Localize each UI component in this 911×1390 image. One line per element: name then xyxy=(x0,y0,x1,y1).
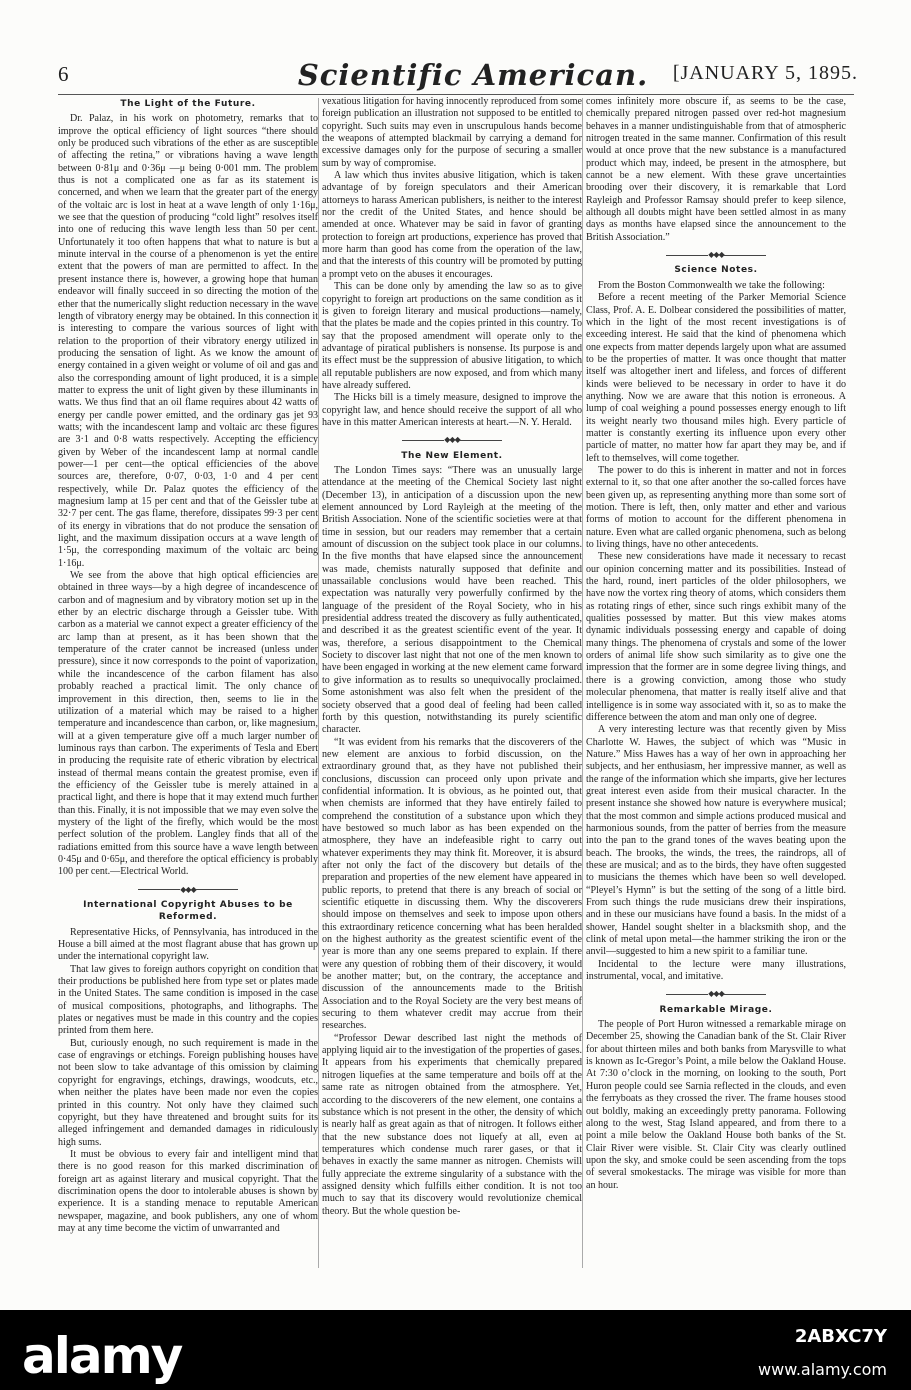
watermark-url: www.alamy.com xyxy=(758,1360,887,1379)
column-separator xyxy=(318,98,319,1268)
image-id: 2ABXC7Y xyxy=(794,1326,887,1347)
article-title-science-notes: Science Notes. xyxy=(674,265,758,276)
paragraph: Representative Hicks, of Pennsylvania, has introduced in the House a bill aimed at the most flagrant abuse that has grown up under the international copyright law. xyxy=(58,926,318,963)
article-title-light-future: The Light of the Future. xyxy=(120,99,256,109)
column-separator xyxy=(582,98,583,1268)
column-3 xyxy=(586,96,846,1286)
paragraph: comes infinitely more obscure if, as seems to be the case, chemically prepared nitrogen passed over red-hot magnesium behaves in a manner undistinguishable from that of atmospheric nitrogen treated in the same manner. Confirmation of this result would at once prove that the new substance is a manufactured product which may, indeed, be present in the atmosphere, but cannot be a new element. With these grave uncertainties brooding over their discovery, it is remarkable that Lord Rayleigh and Professor Ramsay should prefer to keep silence, although all doubts might have been settled almost in as many days as months have elapsed since the announcement to the British Association.” xyxy=(586,96,846,243)
paragraph: The people of Port Huron witnessed a remarkable mirage on December 25, showing the Canadian bank of the St. Clair River for about thirteen miles and both banks from Marysville to what is known as Ic-Gregor’s Point, a mile below the Oakland House. At 7:30 o’clock in the morning, on looking to the south, Port Huron people could see Sarnia reflected in the clouds, and even the ferryboats as they crossed the river. The frame houses stood out boldly, making an exceedingly pretty panorama. Following along to the west, Stag Island appeared, and from there to a point a mile below the Oakland House both banks of the St. Clair River were visible. St. Clair City was clearly outlined upon the sky, and smoke could be seen ascending from the tops of several smokestacks. The mirage was visible for more than an hour. xyxy=(586,1019,846,1191)
paragraph: From the Boston Commonwealth we take the following: xyxy=(598,279,825,291)
article-title-mirage: Remarkable Mirage. xyxy=(659,1004,773,1015)
paragraph: We see from the above that high optical efficiencies are obtained in three ways—by a high degree of incandescence of carbon and of magnesium and by vibratory motion set up in the ether by an electric discharge through a Geissler tube. With carbon as a material we cannot expect a greater efficiency of the arc lamp than at present, as it has been shown that the temperature of the crater cannot be increased (unless under pressure), since it now corresponds to the point of vaporization, while the incandescence of the carbon filament has also probably reached a practical limit. The only chance of improvement in this direction, then, seems to lie in the utilization of a material which may be raised to a higher temperature and incandescence than carbon, or, like magnesium, will at a given temperature give off a much larger number of luminous rays than carbon. The experiments of Tesla and Ebert in producing the requisite rate of etheric vibration by electrical instead of thermal means contain the greatest promise, even if the efficiency of the Geissler tube is merely attained in a practical light, and there is hope that it may extend much further than this. Finally, it is not impossible that we may even solve the mystery of the light of the firefly, which would be the most perfect solution of the problem. Langley finds that all of the radiations emitted from this source have a wave length between 0·45μ and 0·65μ, and therefore the optical efficiency is probably 100 per cent.—Electrical World. xyxy=(58,570,318,878)
paragraph: These new considerations have made it necessary to recast our opinion concerning matter and its possibilities. Instead of the hard, round, inert particles of the older philosophers, we have now the vortex ring theory of atoms, which considers them as rotating rings of ether, since such rings exhibit many of the qualities possessed by matter. But this view makes atoms dynamic individuals possessing energy and capable of doing many things. The phenomena of crystals and some of the lower orders of animal life show such similarity as to give one the impression that the former are in some degree living things, and there is a growing conviction, among those who study molecular phenomena, that matter is really itself alive and that intelligence is in some way associated with it, so as to make the difference between the atom and man only one of degree. xyxy=(586,551,846,723)
masthead-rule xyxy=(58,94,854,95)
page-number: 6 xyxy=(58,62,69,86)
paragraph: A law which thus invites abusive litigation, which is taken advantage of by foreign speculators and their American attorneys to harass American publishers, is neither to the interest nor the credit of the United States, and hence should be amended at once. Whatever may be said in favor of granting protection to foreign art productions, experience has proved that more harm than good has come from the operation of the law, and that the interests of this country will be promoted by putting a prompt veto on the abuses it encourages. xyxy=(322,170,582,280)
paragraph: It must be obvious to every fair and intelligent mind that there is no good reason for this marked discrimination of foreign art as against literary and musical copyright. That the discrimination opens the door to intolerable abuses is shown by experience. It is a standing menace to reputable American newspaper, magazine, and book publishers, any one of whom may at any time become the victim of unwarranted and xyxy=(58,1148,318,1234)
paragraph: This can be done only by amending the law so as to give copyright to foreign art productions on the same condition as it is given to foreign literary and musical productions—namely, that the plates be made and the copies printed in this country. To say that the proposed amendment will operate only to the advantage of piratical publishers is nonsense. Its purpose is and its effect must be the suppression of abusive litigation, to which all reputable publishers are now exposed, and from which many have already suffered. xyxy=(322,281,582,391)
journal-title: Scientific American. xyxy=(297,58,649,92)
paragraph: Dr. Palaz, in his work on photometry, remarks that to improve the optical efficiency of light sources “there should only be produced such vibrations of the ether as are susceptible of affecting the retina,” or vibrations having a wave length between 0·81μ and 0·36μ —μ being 0·001 mm. The problem thus is not a complicated one as far as its statement is concerned, and when we learn that the greater part of the energy of the voltaic arc is lost in heat at a wave length of only 1·16μ, we see that the question of producing “cold light” resolves itself into one of reducing this wave length less than 50 per cent. Unfortunately it too often happens that what to nature is but a minute interval in the course of a phenomenon is yet the entire extent that the powers of man are permitted to affect. In the present instance there is, however, a growing hope that human endeavor will finally succeed in so directing the motion of the ether that the numerically slight reduction necessary in the wave length of vibratory energy may be obtained. In this connection it is interesting to compare the various sources of light with relation to the proportion of their vibratory energy utilized in producing the sensation of light. As we know the amount of energy contained in a given weight or volume of oil and gas and also the corresponding amount of light produced, it is a simple matter to express the unit of light given by these illuminants in watts. We thus find that an oil flame requires about 42 watts of energy per candle power emitted, and the ordinary gas jet 93 watts; with the incandescent lamp and voltaic arc these figures are 3·1 and 0·8 watts respectively. Accepting the efficiency given by Weber of the incandescent lamp at normal candle power—1 per cent—the optical efficiencies of the above sources are, therefore, 0·07, 0·03, 1·0 and 4 per cent respectively, while Dr. Palaz quotes the efficiency of the magnesium lamp at 15 per cent and that of the Geissler tube at 32·7 per cent. The gas flame, therefore, dissipates 99·3 per cent of its energy in vibrations that do not produce the sensation of light, and the maximum dissipation occurs at a wave length of 1·5μ, the corresponding maximum of the voltaic arc being 1·16μ. xyxy=(58,113,318,569)
alamy-logo: alamy xyxy=(22,1327,182,1385)
section-divider: ◆◆◆ xyxy=(58,884,318,896)
paragraph: A very interesting lecture was that recently given by Miss Charlotte W. Hawes, the subject of which was “Music in Nature.” Miss Hawes has a way of her own in approaching her subjects, and her enthusiasm, her impressive manner, as well as the range of the information which she imparts, give her lectures great interest even aside from their musical character. In the present instance she showed how nature is everywhere musical; that the most common and simple actions produced musical and harmonious sounds, from the patter of berries from the measure into the pan to the grand tones of the waves beating upon the beach. The brooks, the winds, the trees, the raindrops, all of these are musical; and as to the birds, they have often suggested to musicians the themes which have been so well developed. “Pleyel’s Hymn” is but the setting of the song of a little bird. From such things the rude musicians drew their inspirations, and in these our musicians have found a basis. In the midst of a shower, Handel sought shelter in a blacksmith shop, and the clink of metal upon metal—the hammer striking the iron or the anvil—suggested to him a new spirit to a familiar tune. xyxy=(586,724,846,958)
paragraph: The power to do this is inherent in matter and not in forces external to it, so that one after another the so-called forces have been given up, as representing anything more than some sort of motion. There is left, then, only matter and ether and various forms of motion to account for the different phenomena in nature. Even what are called organic phenomena, such as belong to living things, have no other antecedents. xyxy=(586,464,846,551)
section-divider: ◆◆◆ xyxy=(586,249,846,261)
column-1 xyxy=(58,96,318,1286)
article-title-copyright: International Copyright Abuses to be Reformed. xyxy=(83,900,293,923)
paragraph: The Hicks bill is a timely measure, designed to improve the copyright law, and hence should receive the support of all who have in this matter American interests at heart.—N. Y. Herald. xyxy=(322,392,582,428)
masthead xyxy=(58,58,858,98)
paragraph: Before a recent meeting of the Parker Memorial Science Class, Prof. A. E. Dolbear considered the possibilities of matter, which in the light of the most recent investigations is of exceeding interest. He said that the kind of phenomena which one expects from matter depends largely upon what are assumed to be the properties of matter. It was once thought that matter itself was altogether inert and lifeless, and forces of different kinds were believed to be necessary in order to have it do anything. Now we are aware that this notion is erroneous. A lump of coal weighing a pound possesses energy enough to lift its weight nearly two thousand miles high. Every particle of matter is constantly exerting its influence upon every other particle of matter, no matter how far apart they may be, and if left to themselves, will come together. xyxy=(586,292,846,464)
paragraph: “It was evident from his remarks that the discoverers of the new element are anxious to forbid discussion, on the extraordinary ground that, as they have not published their conclusions, discussion can proceed only upon private and confidential information. It is obvious, as he pointed out, that when chemists are informed that they have entirely failed to comprehend the constitution of a substance upon which they have bestowed so much labor as has been expended on the atmosphere, they have an indefeasible right to carry out whatever experiments they may think fit. Moreover, it is absurd after not only the fact of the discovery but details of the preparation and properties of the new element have appeared in public reports, to pretend that there is any breach of social or scientific etiquette in discussing them. Why the discoverers should impose on themselves and seek to impose upon others this extraordinary reticence concerning what has been heralded on the highest authority as the greatest scientific event of the year is more than any one seems prepared to explain. If there were any question of robbing them of their discovery, it would be another matter; but, on the contrary, the acceptance and discussion of the announcements made to the British Association and to the Royal Society are the very best means of securing to them whatever credit may accrue from their researches. xyxy=(322,736,582,1032)
column-2 xyxy=(322,96,582,1286)
paragraph: The London Times says: “There was an unusually large attendance at the meeting of the Chemical Society last night (December 13), in anticipation of a discussion upon the new element announced by Lord Rayleigh at the meeting of the British Association. None of the scientific societies were at that time in session, but our readers may remember that a certain amount of discussion on the subject took place in our columns. In the five months that have elapsed since the announcement was made, chemists naturally supposed that definite and unassailable conclusions would have been reached. This expectation was naturally very powerfully confirmed by the language of the president of the Royal Society, who in his presidential address treated the discovery as fully authenticated, and described it as the greatest scientific event of the year. It was, therefore, a serious disappointment to the Chemical Society to discover last night that not one of the men known to have been engaged in working at the new element came forward to give information as to results so unequivocally proclaimed. Some astonishment was also felt when the president of the society observed that a good deal of feeling had been called forth by this question, notwithstanding its purely scientific character. xyxy=(322,464,582,736)
issue-date: [JANUARY 5, 1895. xyxy=(672,62,858,84)
paragraph: But, curiously enough, no such requirement is made in the case of engravings or etchings. Foreign publishing houses have not been slow to take advantage of this omission by claiming copyright for engravings, etchings, drawings, woodcuts, etc., when neither the plates have been made nor even the copies printed in this country. Not only have they claimed such copyright, but they have threatened and brought suits for its alleged infringement and demanded damages in ridiculously high sums. xyxy=(58,1037,318,1148)
section-divider: ◆◆◆ xyxy=(586,988,846,1000)
paragraph: “Professor Dewar described last night the methods of applying liquid air to the investigation of the properties of gases. It appears from his experiments that chemically prepared nitrogen liquefies at the same temperature and boils off at the same rate as nitrogen obtained from the atmosphere. Yet, according to the discoverers of the new element, one contains a substance which is not present in the other, the density of which is nearly half as great again as that of nitrogen. It follows either that the new substance does not liquefy at all, even at temperatures which condense much rarer gases, or that it behaves in exactly the same manner as nitrogen. Chemists will fully appreciate the extreme singularity of a substance with the assigned density which fulfills either condition. It is not too much to say that its discovery would revolutionize chemical theory. But the whole question be- xyxy=(322,1032,582,1217)
article-title-new-element: The New Element. xyxy=(401,450,503,461)
paragraph: Incidental to the lecture were many illustrations, instrumental, vocal, and imitative. xyxy=(586,958,846,983)
section-divider: ◆◆◆ xyxy=(322,434,582,446)
paragraph: That law gives to foreign authors copyright on condition that their productions be published here from type set or plates made in the United States. The same condition is imposed in the case of musical compositions, photographs, and lithographs. The plates or negatives must be made in this country and the copies printed from them here. xyxy=(58,963,318,1037)
paragraph: vexatious litigation for having innocently reproduced from some foreign publication an illustration not supposed to be entitled to copyright. Such suits may even in unscrupulous hands become the weapons of attempted blackmail by carrying a demand for excessive damages only for the purpose of securing a smaller sum by way of compromise. xyxy=(322,96,582,169)
